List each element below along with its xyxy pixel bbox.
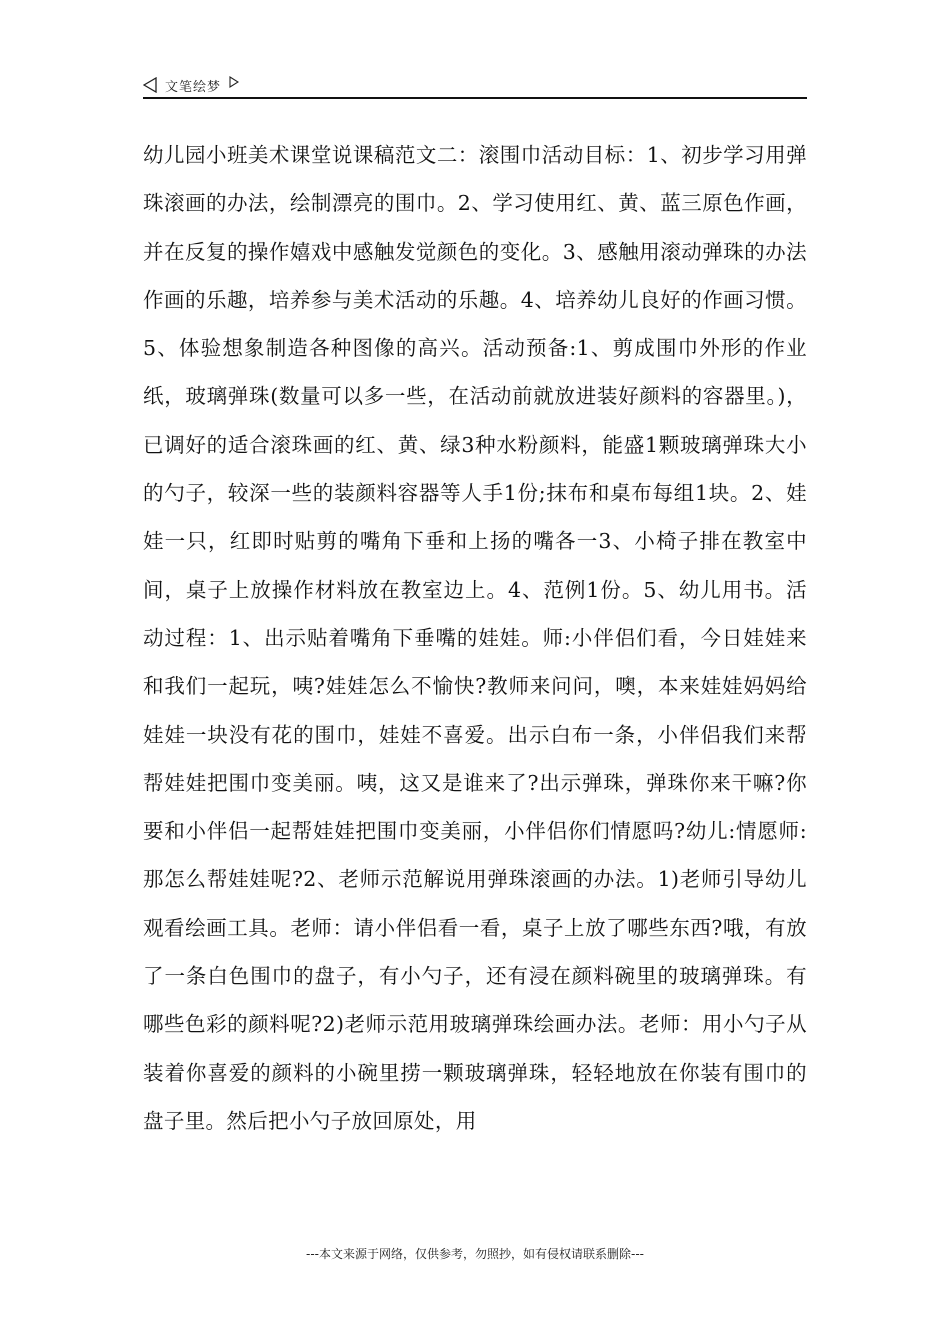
triangle-left-outline-icon [143, 77, 157, 93]
header-title: 文笔绘梦 [165, 79, 222, 95]
page-header [143, 72, 807, 98]
header-divider [143, 97, 807, 99]
document-body: 幼儿园小班美术课堂说课稿范文二：滚围巾活动目标：1、初步学习用弹珠滚画的办法，绘制漂亮的围巾。2、学习使用红、黄、蓝三原色作画，并在反复的操作嬉戏中感触发觉颜色的变化。3、感触用滚动弹珠的办法作画的乐趣，培养参与美术活动的乐趣。4、培养幼儿良好的作画习惯。5、体验想象制造各种图像的高兴。活动预备:1、剪成围巾外形的作业纸，玻璃弹珠(数量可以多一些，在活动前就放进装好颜料的容器里。)，已调好的适合滚珠画的红、黄、绿3种水粉颜料，能盛1颗玻璃弹珠大小的勺子，较深一些的装颜料容器等人手1份;抹布和桌布每组1块。2、娃娃一只，红即时贴剪的嘴角下垂和上扬的嘴各一3、小椅子排在教室中间，桌子上放操作材料放在教室边上。4、范例1份。5、幼儿用书。活动过程：1、出示贴着嘴角下垂嘴的娃娃。师:小伴侣们看，今日娃娃来和我们一起玩，咦?娃娃怎么不愉快?教师来问问，噢，本来娃娃妈妈给娃娃一块没有花的围巾，娃娃不喜爱。出示白布一条，小伴侣我们来帮帮娃娃把围巾变美丽。咦，这又是谁来了?出示弹珠，弹珠你来干嘛?你要和小伴侣一起帮娃娃把围巾变美丽，小伴侣你们情愿吗?幼儿:情愿师:那怎么帮娃娃呢?2、老师示范解说用弹珠滚画的办法。1)老师引导幼儿观看绘画工具。老师：请小伴侣看一看，桌子上放了哪些东西?哦，有放了一条白色围巾的盘子，有小勺子，还有浸在颜料碗里的玻璃弹珠。有哪些色彩的颜料呢?2)老师示范用玻璃弹珠绘画办法。老师：用小勺子从装着你喜爱的颜料的小碗里捞一颗玻璃弹珠，轻轻地放在你装有围巾的盘子里。然后把小勺子放回原处，用 [143, 143, 807, 1133]
triangle-right-outline-icon [229, 76, 239, 88]
footer-notice: ---本文来源于网络，仅供参考，勿照抄，如有侵权请联系删除--- [306, 1247, 644, 1261]
